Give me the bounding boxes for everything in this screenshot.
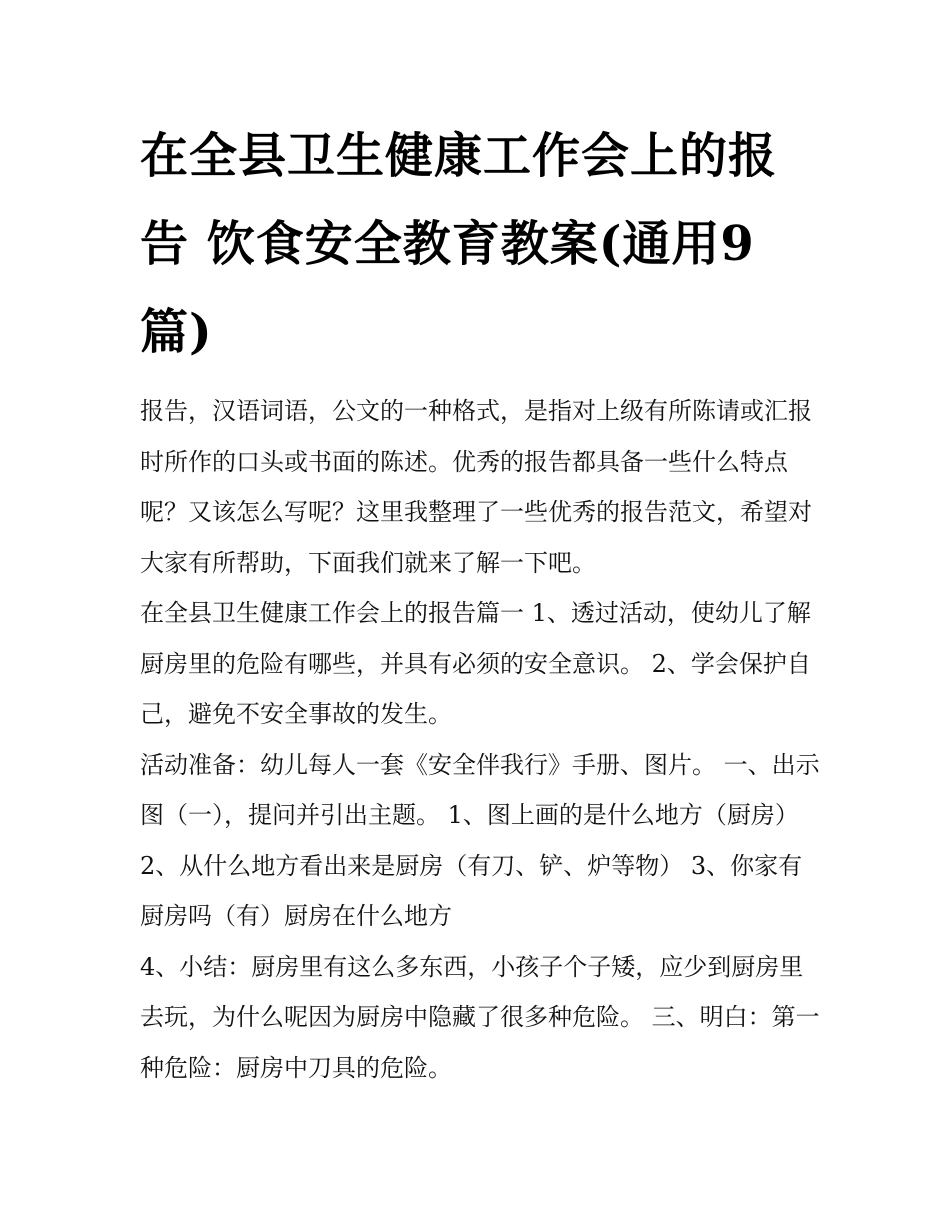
document-page [140,112,820,1093]
paragraph-activity-prep: 活动准备：幼儿每人一套《安全伴我行》手册、图片。 一、出示图（一），提问并引出主题。 1、图上画的是什么地方（厨房） [140,750,820,829]
paragraph-summary: 4、小结：厨房里有这么多东西，小孩子个子矮，应少到厨房里去玩，为什么呢因为厨房中隐藏了很多种危险。 三、明白：第一种危险：厨房中刀具的危险。 [140,952,820,1082]
paragraph-section-one: 在全县卫生健康工作会上的报告篇一 1、透过活动，使幼儿了解厨房里的危险有哪些，并具有必须的安全意识。 2、学会保护自己，避免不安全事故的发生。 [140,599,811,728]
paragraph-kitchen-question: 2、从什么地方看出来是厨房（有刀、铲、炉等物） 3、你家有厨房吗（有）厨房在什么地方 [140,851,803,930]
document-title: 在全县卫生健康工作会上的报告 饮食安全教育教案(通用9篇) [140,128,778,360]
paragraph-intro: 报告，汉语词语，公文的一种格式，是指对上级有所陈请或汇报时所作的口头或书面的陈述。优秀的报告都具备一些什么特点呢？又该怎么写呢？这里我整理了一些优秀的报告范文，希望对大家有所帮助，下面我们就来了解一下吧。 [140,397,812,577]
